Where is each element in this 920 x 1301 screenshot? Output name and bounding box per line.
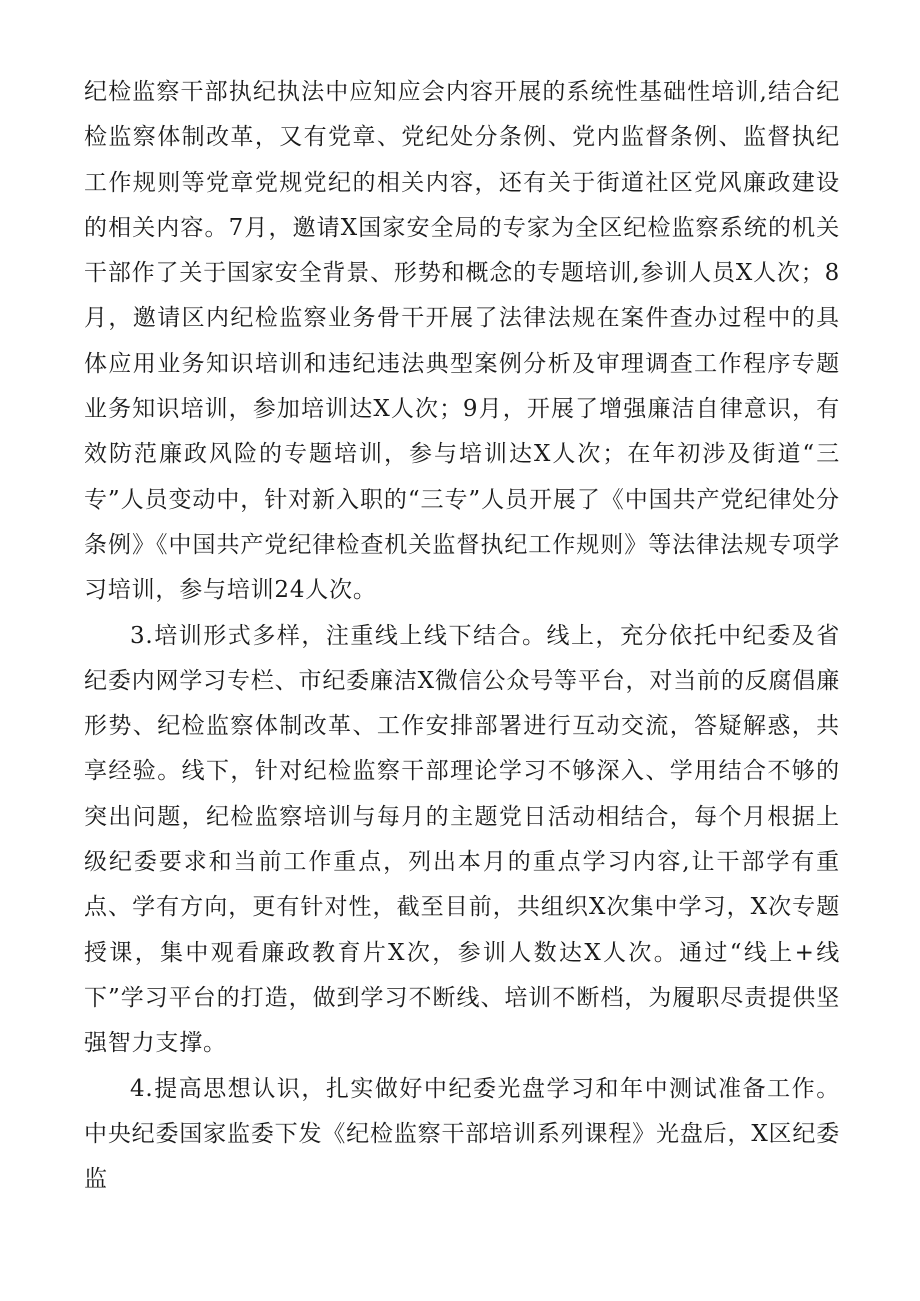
paragraph-continuation: 纪检监察干部执纪执法中应知应会内容开展的系统性基础性培训,结合纪检监察体制改革，又有党章、党纪处分条例、党内监督条例、监督执纪工作规则等党章党规党纪的相关内容，还有关于街道社区党风廉政建设的相关内容。7月，邀请X国家安全局的专家为全区纪检监察系统的机关干部作了关于国家安全背景、形势和概念的专题培训,参训人员X人次；8月，邀请区内纪检监察业务骨干开展了法律法规在案件查办过程中的具体应用业务知识培训和违纪违法典型案例分析及审理调查工作程序专题业务知识培训，参加培训达X人次；9月，开展了增强廉洁自律意识，有效防范廉政风险的专题培训，参与培训达X人次；在年初涉及街道“三专”人员变动中，针对新入职的“三专”人员开展了《中国共产党纪律处分条例》《中国共产党纪律检查机关监督执纪工作规则》等法律法规专项学习培训，参与培训24人次。 xyxy=(84,79,840,604)
paragraph-item-3: 3.培训形式多样，注重线上线下结合。线上，充分依托中纪委及省纪委内网学习专栏、市纪委廉洁X微信公众号等平台，对当前的反腐倡廉形势、纪检监察体制改革、工作安排部署进行互动交流，答疑解惑，共享经验。线下，针对纪检监察干部理论学习不够深入、学用结合不够的突出问题，纪检监察培训与每月的主题党日活动相结合，每个月根据上级纪委要求和当前工作重点，列出本月的重点学习内容,让干部学有重点、学有方向，更有针对性，截至目前，共组织X次集中学习，X次专题授课，集中观看廉政教育片X次，参训人数达X人次。通过“线上+线下”学习平台的打造，做到学习不断线、培训不断档，为履职尽责提供坚强智力支撑。 xyxy=(84,622,840,1057)
paragraph-item-4: 4.提高思想认识，扎实做好中纪委光盘学习和年中测试准备工作。中央纪委国家监委下发《纪检监察干部培训系列课程》光盘后，X区纪委监 xyxy=(84,1075,840,1193)
